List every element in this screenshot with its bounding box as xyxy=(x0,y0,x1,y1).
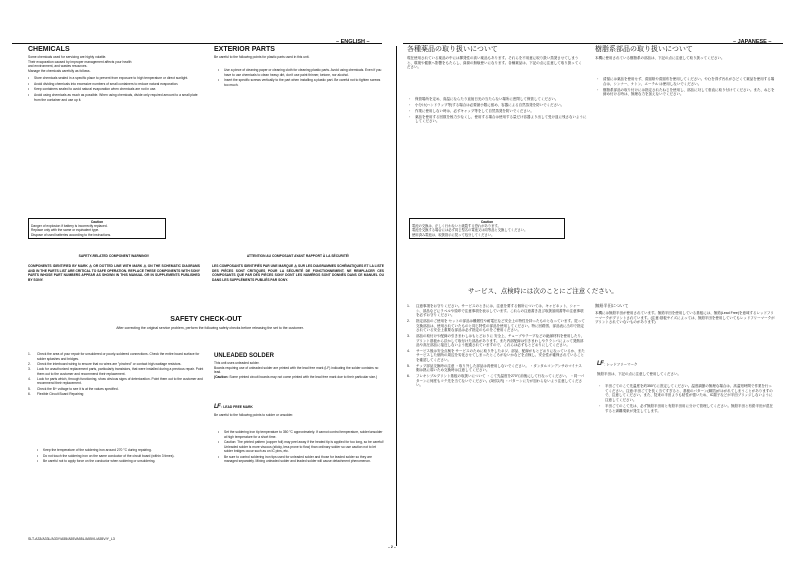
chemicals-intro: Some chemicals used for servicing are highly volatile. Their evaporation caused by improper management affects your health and environment, and wastes resources. Manage the chemicals carefully as follows. xyxy=(28,55,132,73)
chemicals-title: CHEMICALS xyxy=(28,46,70,53)
jp-chemicals-title: 各種薬品の取り扱いについて xyxy=(407,46,498,53)
list-item: 6. Flexible Circuit Board Repairing xyxy=(28,391,84,396)
safety-checkout-list xyxy=(28,352,204,397)
jp-unleaded-desc: 無鉛半田は、下記の点に注意して使用してください。 xyxy=(597,372,681,376)
attention-text: LES COMPOSANTS IDENTIFIÉS PAR UNE MARQUE ⚠ SUR LES DIAGRAMMES SCHÉMATIQUES ET LA LISTE DES PIÈCES SONT CRITIQUES POUR LA SÉCURITÉ DE FONCTIONNEMENT. NE REMPLACER CES COMPOSANTS QUE PAR DES PIÈCES SONY DONT LES NUMÉROS SONT DONNÉS DANS CE MANUEL OU DANS LES SUPPLÉMENTS PUBLIÉS PAR SONY. xyxy=(212,264,384,282)
center-divider xyxy=(396,46,397,546)
list-item: ・ 小分け(ハンドラップ等)する場合は必要最小限に留め、容器による自然蒸発を防いでください。 xyxy=(409,103,587,108)
language-label-english: – ENGLISH – xyxy=(336,39,370,45)
list-item: • Avoid using chemicals as much as possible. When using chemicals, divide only required amount to a small plate from the container and use up it. xyxy=(28,93,204,102)
list-item: • Store chemicals sealed in a specific place to prevent from exposure to high temperature or direct sunlight. xyxy=(28,76,204,81)
lead-free-mark-icon: LF xyxy=(597,361,604,367)
page-number: – 2 – xyxy=(388,545,396,549)
unleaded-desc: Be careful to the following points to solder or unsolder. xyxy=(214,413,294,417)
list-item: 4. Look for parts which, through functioning, show obvious signs of deterioration. Point them out to the customer and recommend their replacement. xyxy=(28,376,203,386)
list-item: ・ 薬品を使用する回数を極力少なくし、使用する場合は使用する量だけ容器より出して受け皿に残さないようにしてください。 xyxy=(409,115,587,124)
list-item: ・ 保管場所を定め、高温にならたり直射日光の当たらない場所に密閉して保管してください。 xyxy=(409,97,587,102)
exterior-intro: Be careful to the following points for plastic parts used in this unit. xyxy=(214,55,310,59)
list-item: • Keep containers sealed to avoid natural evaporation when chemicals are not in use. xyxy=(28,87,204,92)
jp-unleaded-intro: 本機には無鉛半田が使用されています。無鉛半田を使用している基板には、無鉛(Lead Free)を意味するレッドフリーマークがプリントされています。(注意:基板サイズによっては、無鉛半田を使用していてもレッドフリーマークがプリントされていないものがあります) xyxy=(595,311,775,325)
lead-free-mark-row: LF : LEAD FREE MARK xyxy=(214,404,253,410)
safety-checkout-title: SAFETY CHECK-OUT xyxy=(170,316,242,323)
attention-title: ATTENTION AU COMPOSANT AYANT RAPPORT À LA SÉCURITÉ! xyxy=(246,254,350,258)
list-item: • Do not touch the soldering iron on the same conductor of the circuit board (within 3 times). xyxy=(37,454,202,459)
unleaded-intro: This unit uses unleaded solder. Boards requiring use of unleaded solder are printed with the lead free mark (LF) indicating the solder contains no lead. (Caution: Some printed circuit boards may not come printed with the lead free mark due to their particular size.) xyxy=(214,361,379,379)
list-item: ・ 半田ごてのこて先は、必ず無鉛半田用と有鉛半田用に分けて管理してください。無鉛半田と有鉛半田が混在すると剥離現象が発生してします。 xyxy=(599,404,775,413)
jp-service-list xyxy=(407,304,585,389)
list-item: • Keep the temperature of the soldering iron around 270 °C during repairing. xyxy=(37,448,202,453)
safety-warning-title: SAFETY-RELATED COMPONENT WARNING!! xyxy=(78,254,150,258)
list-item: • Set the soldering iron tip temperature to 350 °C approximately. If cannot control temperature, solder/unsolder at high temperature for a short time. xyxy=(218,430,384,439)
list-item: 5. Check the B+ voltage to see it is at the values specified. xyxy=(28,386,119,391)
list-item: 6. フレキシブルプリント基板の取扱いについて ・こて先温度を270℃前後にして行なってください。 ・同一パターンに何度もコテ先を当てないでください。(3回以内) ・パターンに力が加わらないよう注意してください。 xyxy=(407,373,585,388)
list-item: 4. サービス後は安全点検を サービスのために取り外したネジ、部品、配線がもとどおりになっているか、またサービスした個所の周辺を劣化させてしまったところがないかなどを点検し、安全性が確保されていることを確認してください。 xyxy=(407,348,585,363)
lead-free-mark-icon: LF xyxy=(214,404,221,410)
list-item: 2. Check the interboard wiring to ensure that no wires are "pinched" or contact high-wattage resistors. xyxy=(28,361,182,366)
chemicals-list xyxy=(28,76,204,103)
language-label-japanese: – JAPANESE – xyxy=(733,39,772,45)
jp-service-title: サービス、点検時には次のことにご注意ください。 xyxy=(468,288,618,295)
safety-warning-text: COMPONENTS IDENTIFIED BY MARK ⚠ OR DOTTED LINE WITH MARK ⚠ ON THE SCHEMATIC DIAGRAMS AND IN THE PARTS LIST ARE CRITICAL TO SAFE OPERATION. REPLACE THESE COMPONENTS WITH SONY PARTS WHOSE PART NUMBERS APPEAR AS SHOWN IN THIS MANUAL OR IN SUPPLEMENTS PUBLISHED BY SONY. xyxy=(28,264,200,282)
exterior-title: EXTERIOR PARTS xyxy=(214,46,275,53)
list-item: 2. 指定部品のご使用を セットの部品は難燃性や耐電圧など安全上の特性を持ったものとなっています。従って交換部品は、使用されていたものと同じ特性の部品を使用してください。特に回路図、部品表に⚠印で指定されている安全上重要な部品は必ず指定のものをご使用ください。 xyxy=(407,318,585,333)
caution-box-en: Caution Danger of explosion if battery is incorrectly replaced. Replace only with the same or equivalent type. Dispose of used batteries according to the instructions. xyxy=(28,218,166,239)
flex-board-sublist xyxy=(37,448,202,465)
list-item: 3. Look for unauthorized replacement parts, particularly transistors, that were installed during a previous repair. Point them out to the customer and recommend their replacement. xyxy=(28,367,204,376)
list-item: ・ 清掃には薬品を使用せず、清掃紙や清掃布を使用してください。やむを得ず汚れがひどくて薬品を使用する場合は、シンナー、ケトン、エーテル は使用しないでください。 xyxy=(597,77,775,86)
list-item: ・ 作業に使用しない時は、必ずキャップ等をして自然蒸発を防いでください。 xyxy=(409,109,587,114)
list-item: 1. Check the area of your repair for unsoldered or poorly-soldered connections. Check the entire board surface for solder splashes and bridges. xyxy=(28,352,200,361)
safety-checkout-intro: After correcting the original service problem, perform the following safety checks before releasing the set to the customer. xyxy=(116,326,304,330)
exterior-list xyxy=(218,68,382,88)
list-item: • Caution: The printed pattern (copper foil) may peel away if the heated tip is applied for too long, so be careful! Unleaded solder is more viscous (sticky, less prone to flow) than ordinary solder so use caution not to let solder bridges occur such as on IC pins, etc. xyxy=(218,440,384,454)
list-item: • Be sure to control soldering iron tips used for unleaded solder and those for leaded solder so they are managed separately. Mixing unleaded solder and leaded solder will cause detachment phenomenon. xyxy=(218,455,384,464)
list-item: ・ 半田ごてのこて先温度を約350℃に設定してください。温度調節の無理な場合は、高温短時間で作業を行ってください。注意:半田ごてを長く当てすぎると、基板のパターン(銅箔)がはがれてしまうことがありますので、注意してください。また、従来の半田よりも粘性が強いため、IC端子などが半田ブリッジしないように注意してください。 xyxy=(599,384,775,403)
list-item: 1. 注意事項をお守りください。サービスのときには、注意を要する個所については、キャビネット、シャーシ、部品などにラベルや捺印で注意事項を表示しています。これらの注意書き及び取扱説明書等の注意事項を必ずお守りください。 xyxy=(407,304,584,318)
model-number: SLT-A33/A33L/A33Y/A55/A55VA55L/A55VL/A55V/Y_L3 xyxy=(28,537,115,541)
header-rule-en xyxy=(12,43,382,44)
list-item: • Avoid dividing chemicals into excessive numbers of small containers to reduce natural evaporation. xyxy=(28,82,204,87)
jp-chemicals-intro: 現在使用されている薬品の中には揮発性の高い薬品もあります。それらを不用意に取り扱い蒸発させてしまうと、環境や健康へ影響をもたらし、資源の無駄使いになります。各種薬品は、下記の点に注意して取り扱ってください。 xyxy=(407,56,582,70)
unleaded-list xyxy=(218,430,384,465)
jp-exterior-title: 樹脂系部品の取り扱いについて xyxy=(595,46,693,53)
caution-box-jp: Caution 電池の交換は、正しく行わないと破裂する恐れがあります。 電池を交換する場合には必ず同じ型名の電池又は同等品と交換してください。 使用済み電池は、取扱指示に従って処分してください。 xyxy=(409,218,565,239)
jp-lead-free-mark-row: LF : レッドフリーマーク xyxy=(597,361,638,367)
list-item: 5. チップ部品交換時の注意 ・取り外した部品は再使用しないでください。 ・タンタルコンデンサのマイナス側は熱に弱いため交換時は注意してください。 xyxy=(407,363,582,373)
jp-exterior-intro: 本機に使用されている樹脂系の部品は、下記の点に注意して取り扱ってください。 xyxy=(595,56,725,60)
list-item: ・ 樹脂系部品の取り付けには指定されたねじを使用し、部品に対して垂直に取り付けてください。また、ねじを締め付ける時は、無理な力を加えないでください。 xyxy=(597,88,775,97)
list-item: • Use a piece of cleaning paper or cleaning cloth for cleaning plastic parts. Avoid using chemicals. Even if you have to use chemicals to clean heavy dirt, don't use paint thinner, ketone, nor alcohol. xyxy=(218,68,382,77)
jp-exterior-list xyxy=(597,77,775,98)
list-item: • Insert the specific screws vertically to the part when installing a plastic part. Be careful not to tighten screws too much. xyxy=(218,78,382,87)
header-rule-jp xyxy=(403,43,783,44)
jp-unleaded-list xyxy=(599,384,775,415)
unleaded-title: UNLEADED SOLDER xyxy=(214,353,275,359)
list-item: • Be careful not to apply force on the conductor when soldering or unsoldering. xyxy=(37,459,202,464)
list-item: 3. 部品の取付けや配線の引きまわしはもとどおりに 安全上、チューブやテープなどの絶縁材料を使用したり、プリント基板から浮かして取付けた部品があります。また内部配線は引きまわしやクランパによって発熱部品や高圧部品に接近しないよう配慮されていますので、これらは必ずもとどおりにしてください。 xyxy=(407,333,585,348)
jp-unleaded-title: 無鉛半田について xyxy=(595,303,629,308)
jp-chemicals-list xyxy=(409,97,587,125)
